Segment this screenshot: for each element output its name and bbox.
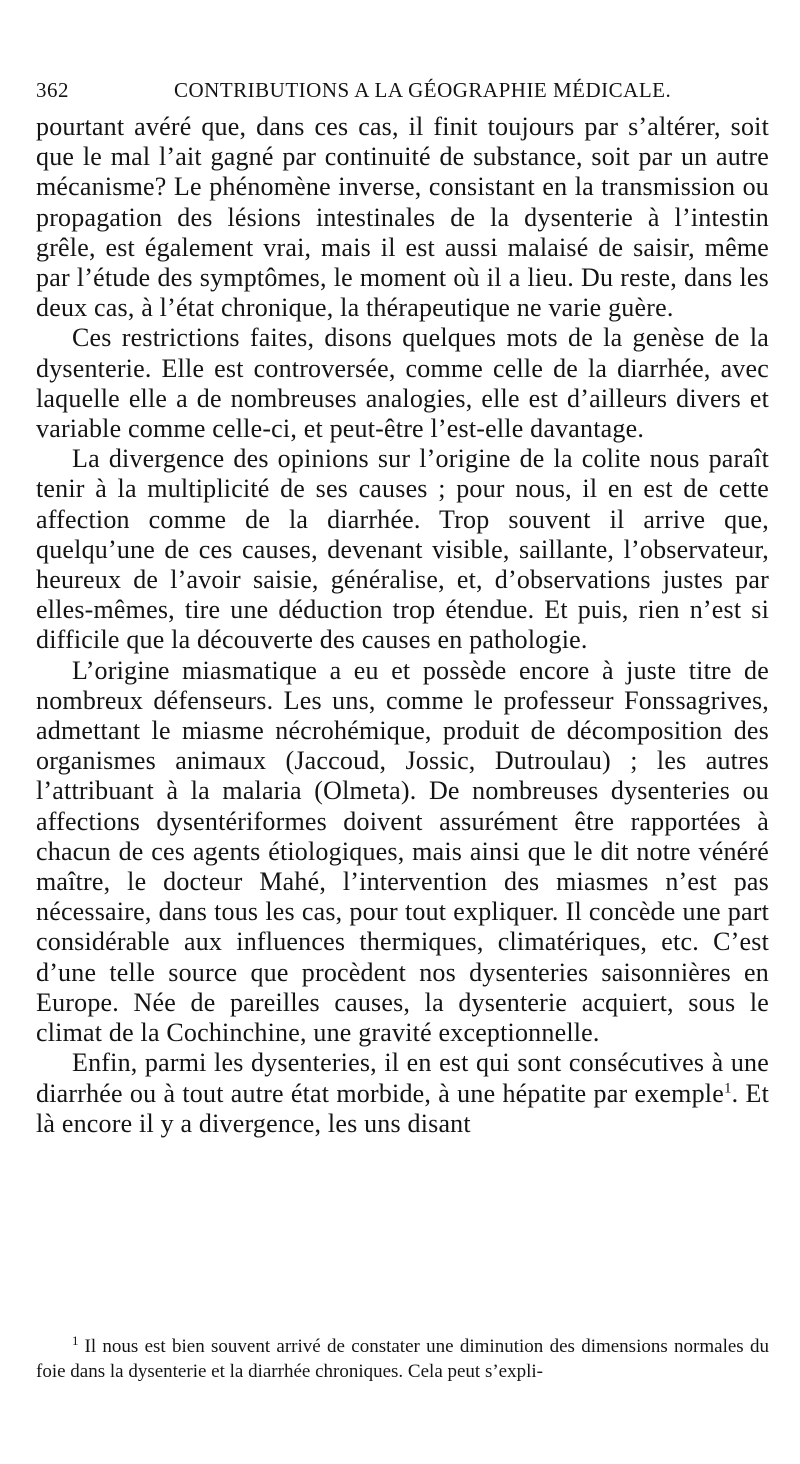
footnote-text: Il nous est bien souvent arrivé de constater une diminution des dimensions normales du foie dans la dysenterie et la diarrhée chroniques. Cela peut s’expli- xyxy=(36,1336,769,1382)
page-number: 362 xyxy=(36,78,69,102)
paragraph-enfin xyxy=(36,1048,769,1139)
footnote-marker: 1 xyxy=(72,1332,79,1348)
paragraph-origine-miasmatique: L’origine miasmatique a eu et possède encore à juste titre de nombreux défenseurs. Les uns, comme le professeur Fonssagrives, admettant le miasme nécrohémique, produit de décomposition des organismes animaux (Jaccoud, Jossic, Dutroulau) ; les autres l’attribuant à la malaria (Olmeta). De nombreuses dysenteries ou affections dysentériformes doivent assurément être rapportées à chacun de ces agents étiologiques, mais ainsi que le dit notre vénéré maître, le docteur Mahé, l’intervention des miasmes n’est pas nécessaire, dans tous les cas, pour tout expliquer. Il concède une part considérable aux influences thermiques, climatériques, etc. C’est d’une telle source que procèdent nos dysenteries saisonnières en Europe. Née de pareilles causes, la dysenterie acquiert, sous le climat de la Cochinchine, une gravité exceptionnelle. xyxy=(36,655,769,1048)
paragraph-continuation: pourtant avéré que, dans ces cas, il finit toujours par s’altérer, soit que le mal l’ait gagné par continuité de substance, soit par un autre mécanisme? Le phénomène inverse, consistant en la transmission ou propagation des lésions intestinales de la dysenterie à l’intestin grêle, est également vrai, mais il est aussi malaisé de saisir, même par l’étude des symptômes, le moment où il a lieu. Du reste, dans les deux cas, à l’état chronique, la thérapeutique ne varie guère. xyxy=(36,112,769,323)
paragraph-genese: Ces restrictions faites, disons quelques mots de la genèse de la dysenterie. Elle est controversée, comme celle de la diarrhée, avec laquelle elle a de nombreuses analogies, elle est d’ailleurs divers et variable comme celle-ci, et peut-être l’est-elle davantage. xyxy=(36,323,769,444)
footnote-reference: 1 xyxy=(723,1079,732,1096)
footnote xyxy=(36,1334,769,1384)
running-header xyxy=(36,78,762,108)
body-text xyxy=(36,112,769,1139)
paragraph-enfin-text: Enfin, parmi les dysenteries, il en est qui sont consécutives à une diarrhée ou à tout autre état morbide, à une hépatite par exemple xyxy=(36,1048,769,1108)
running-title: CONTRIBUTIONS A LA GÉOGRAPHIE MÉDICALE. xyxy=(174,78,672,102)
paragraph-enfin-tail: . Et là encore il y a divergence, les uns disant xyxy=(36,1078,770,1138)
paragraph-divergence: La divergence des opinions sur l’origine de la colite nous paraît tenir à la multiplicité de ses causes ; pour nous, il en est de cette affection comme de la diarrhée. Trop souvent il arrive que, quelqu’une de ces causes, devenant visible, saillante, l’observateur, heureux de l’avoir saisie, généralise, et, d’observations justes par elles-mêmes, tire une déduction trop étendue. Et puis, rien n’est si difficile que la découverte des causes en pathologie. xyxy=(36,444,769,655)
